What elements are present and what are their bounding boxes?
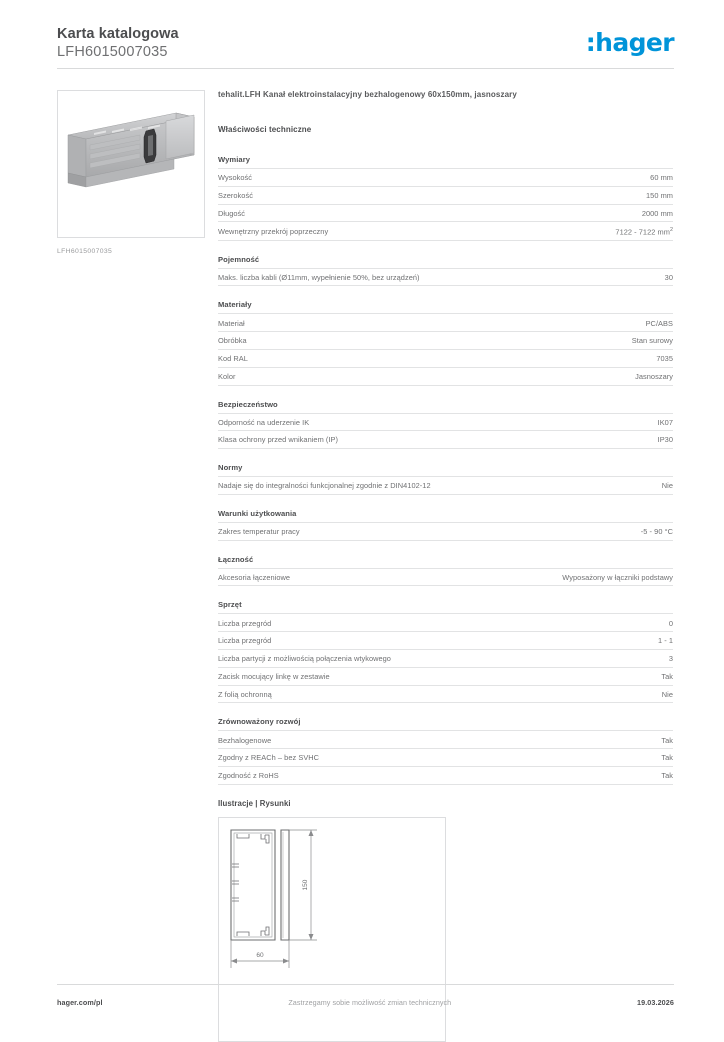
spec-label: Liczba partycji z możliwością połączenia wtykowego [218, 654, 391, 664]
footer-website[interactable]: hager.com/pl [57, 998, 103, 1007]
spec-value: Tak [661, 771, 673, 781]
spec-value: Tak [661, 735, 673, 745]
spec-row [218, 186, 673, 204]
spec-row [218, 367, 673, 386]
spec-row [218, 730, 673, 748]
spec-value: 0 [668, 618, 673, 628]
spec-row [218, 221, 673, 240]
spec-value: 30 [664, 272, 673, 282]
spec-group-title: Bezpieczeństwo [218, 399, 278, 409]
spec-value: -5 - 90 °C [640, 527, 673, 537]
spec-row [218, 522, 673, 541]
document-reference: LFH6015007035 [57, 44, 168, 61]
spec-group [218, 155, 673, 241]
spec-row [218, 649, 673, 667]
spec-label: Odporność na uderzenie IK [218, 417, 310, 427]
spec-row [218, 268, 673, 287]
spec-label: Kolor [218, 371, 236, 381]
spec-label: Materiał [218, 318, 245, 328]
spec-row [218, 748, 673, 766]
product-image-panel [57, 90, 205, 255]
spec-group-title: Wymiary [218, 155, 251, 164]
technical-drawing-frame [218, 817, 446, 1042]
spec-value: PC/ABS [645, 318, 673, 328]
spec-value: IK07 [657, 417, 673, 427]
header-divider [57, 68, 674, 69]
spec-group-title: Pojemność [218, 254, 260, 264]
spec-group [218, 555, 673, 587]
spec-label: Kod RAL [218, 354, 248, 364]
spec-row [218, 204, 673, 222]
spec-label: Z folią ochronną [218, 689, 272, 699]
footer-date: 19.03.2026 [637, 998, 674, 1007]
product-image-caption: LFH6015007035 [57, 248, 113, 255]
spec-row [218, 631, 673, 649]
spec-value: 7035 [656, 354, 673, 364]
spec-row [218, 568, 673, 587]
spec-group [218, 300, 673, 385]
spec-label: Maks. liczba kabli (Ø11mm, wypełnienie 50%, bez urządzeń) [218, 272, 420, 282]
spec-group-title: Materiały [218, 300, 252, 310]
spec-value [615, 227, 673, 236]
spec-value: 150 mm [646, 190, 673, 200]
page-title: Karta katalogowa [57, 26, 179, 42]
spec-value: 3 [668, 654, 673, 664]
spec-group [218, 600, 673, 703]
page-footer [57, 998, 674, 1007]
spec-label: Liczba przegród [218, 618, 272, 628]
spec-label: Bezhalogenowe [218, 735, 272, 745]
drawings-heading: Ilustracje | Rysunki [218, 798, 291, 808]
dimension-height-label: 150 [302, 879, 309, 891]
spec-label: Zgodny z REACh – bez SVHC [218, 753, 320, 763]
footer-divider [57, 984, 674, 985]
spec-label: Wewnętrzny przekrój poprzeczny [218, 227, 329, 236]
spec-group [218, 717, 673, 784]
spec-label: Szerokość [218, 190, 253, 200]
spec-row [218, 331, 673, 349]
spec-group [218, 255, 673, 287]
spec-row [218, 685, 673, 704]
spec-row [218, 613, 673, 631]
dimension-width-label: 60 [256, 951, 264, 959]
spec-value: Tak [661, 753, 673, 763]
spec-row [218, 667, 673, 685]
spec-value: 2000 mm [641, 208, 673, 218]
spec-groups [218, 155, 673, 785]
spec-label: Liczba przegród [218, 636, 272, 646]
spec-row [218, 430, 673, 449]
spec-value-text: 7122 - 7122 mm [615, 227, 670, 236]
spec-value: 60 mm [650, 173, 673, 183]
page-header [57, 26, 674, 70]
spec-group-title: Normy [218, 463, 243, 473]
spec-group-title: Łączność [218, 554, 254, 564]
spec-value: Nie [661, 481, 673, 491]
spec-value: 1 - 1 [657, 636, 673, 646]
spec-group-title: Zrównoważony rozwój [218, 717, 301, 727]
hager-logo: :hager [585, 28, 674, 57]
spec-label: Wysokość [218, 173, 253, 183]
footer-disclaimer: Zastrzegamy sobie możliwość zmian technicznych [288, 998, 452, 1007]
product-image-frame [57, 90, 205, 238]
spec-label: Zacisk mocujący linkę w zestawie [218, 671, 330, 681]
spec-label: Obróbka [218, 336, 247, 346]
spec-group [218, 400, 673, 450]
main-content [218, 90, 673, 1042]
spec-group-title: Sprzęt [218, 600, 242, 610]
spec-label: Zakres temperatur pracy [218, 527, 300, 537]
spec-label: Zgodność z RoHS [218, 771, 279, 781]
spec-value: IP30 [657, 435, 673, 445]
spec-value: Tak [661, 671, 673, 681]
tech-specs-heading: Właściwości techniczne [218, 125, 312, 134]
spec-row [218, 349, 673, 367]
cross-section-drawing [219, 818, 445, 1041]
spec-label: Klasa ochrony przed wnikaniem (IP) [218, 435, 339, 445]
spec-label: Długość [218, 208, 246, 218]
spec-label: Akcesoria łączeniowe [218, 572, 291, 582]
spec-row [218, 476, 673, 495]
spec-label: Nadaje się do integralności funkcjonalnej zgodnie z DIN4102-12 [218, 481, 431, 491]
spec-value-superscript: 2 [669, 226, 673, 233]
spec-group [218, 463, 673, 495]
spec-value: Wyposażony w łączniki podstawy [562, 572, 673, 582]
header-titles [57, 26, 179, 61]
product-photo-icon [58, 91, 204, 237]
spec-value: Stan surowy [631, 336, 673, 346]
spec-row [218, 766, 673, 785]
product-title: tehalit.LFH Kanał elektroinstalacyjny bezhalogenowy 60x150mm, jasnoszary [218, 90, 517, 99]
spec-row [218, 168, 673, 186]
spec-group [218, 509, 673, 541]
spec-value: Jasnoszary [635, 371, 673, 381]
spec-row [218, 313, 673, 331]
spec-value: Nie [661, 689, 673, 699]
spec-group-title: Warunki użytkowania [218, 508, 297, 518]
spec-row [218, 413, 673, 431]
